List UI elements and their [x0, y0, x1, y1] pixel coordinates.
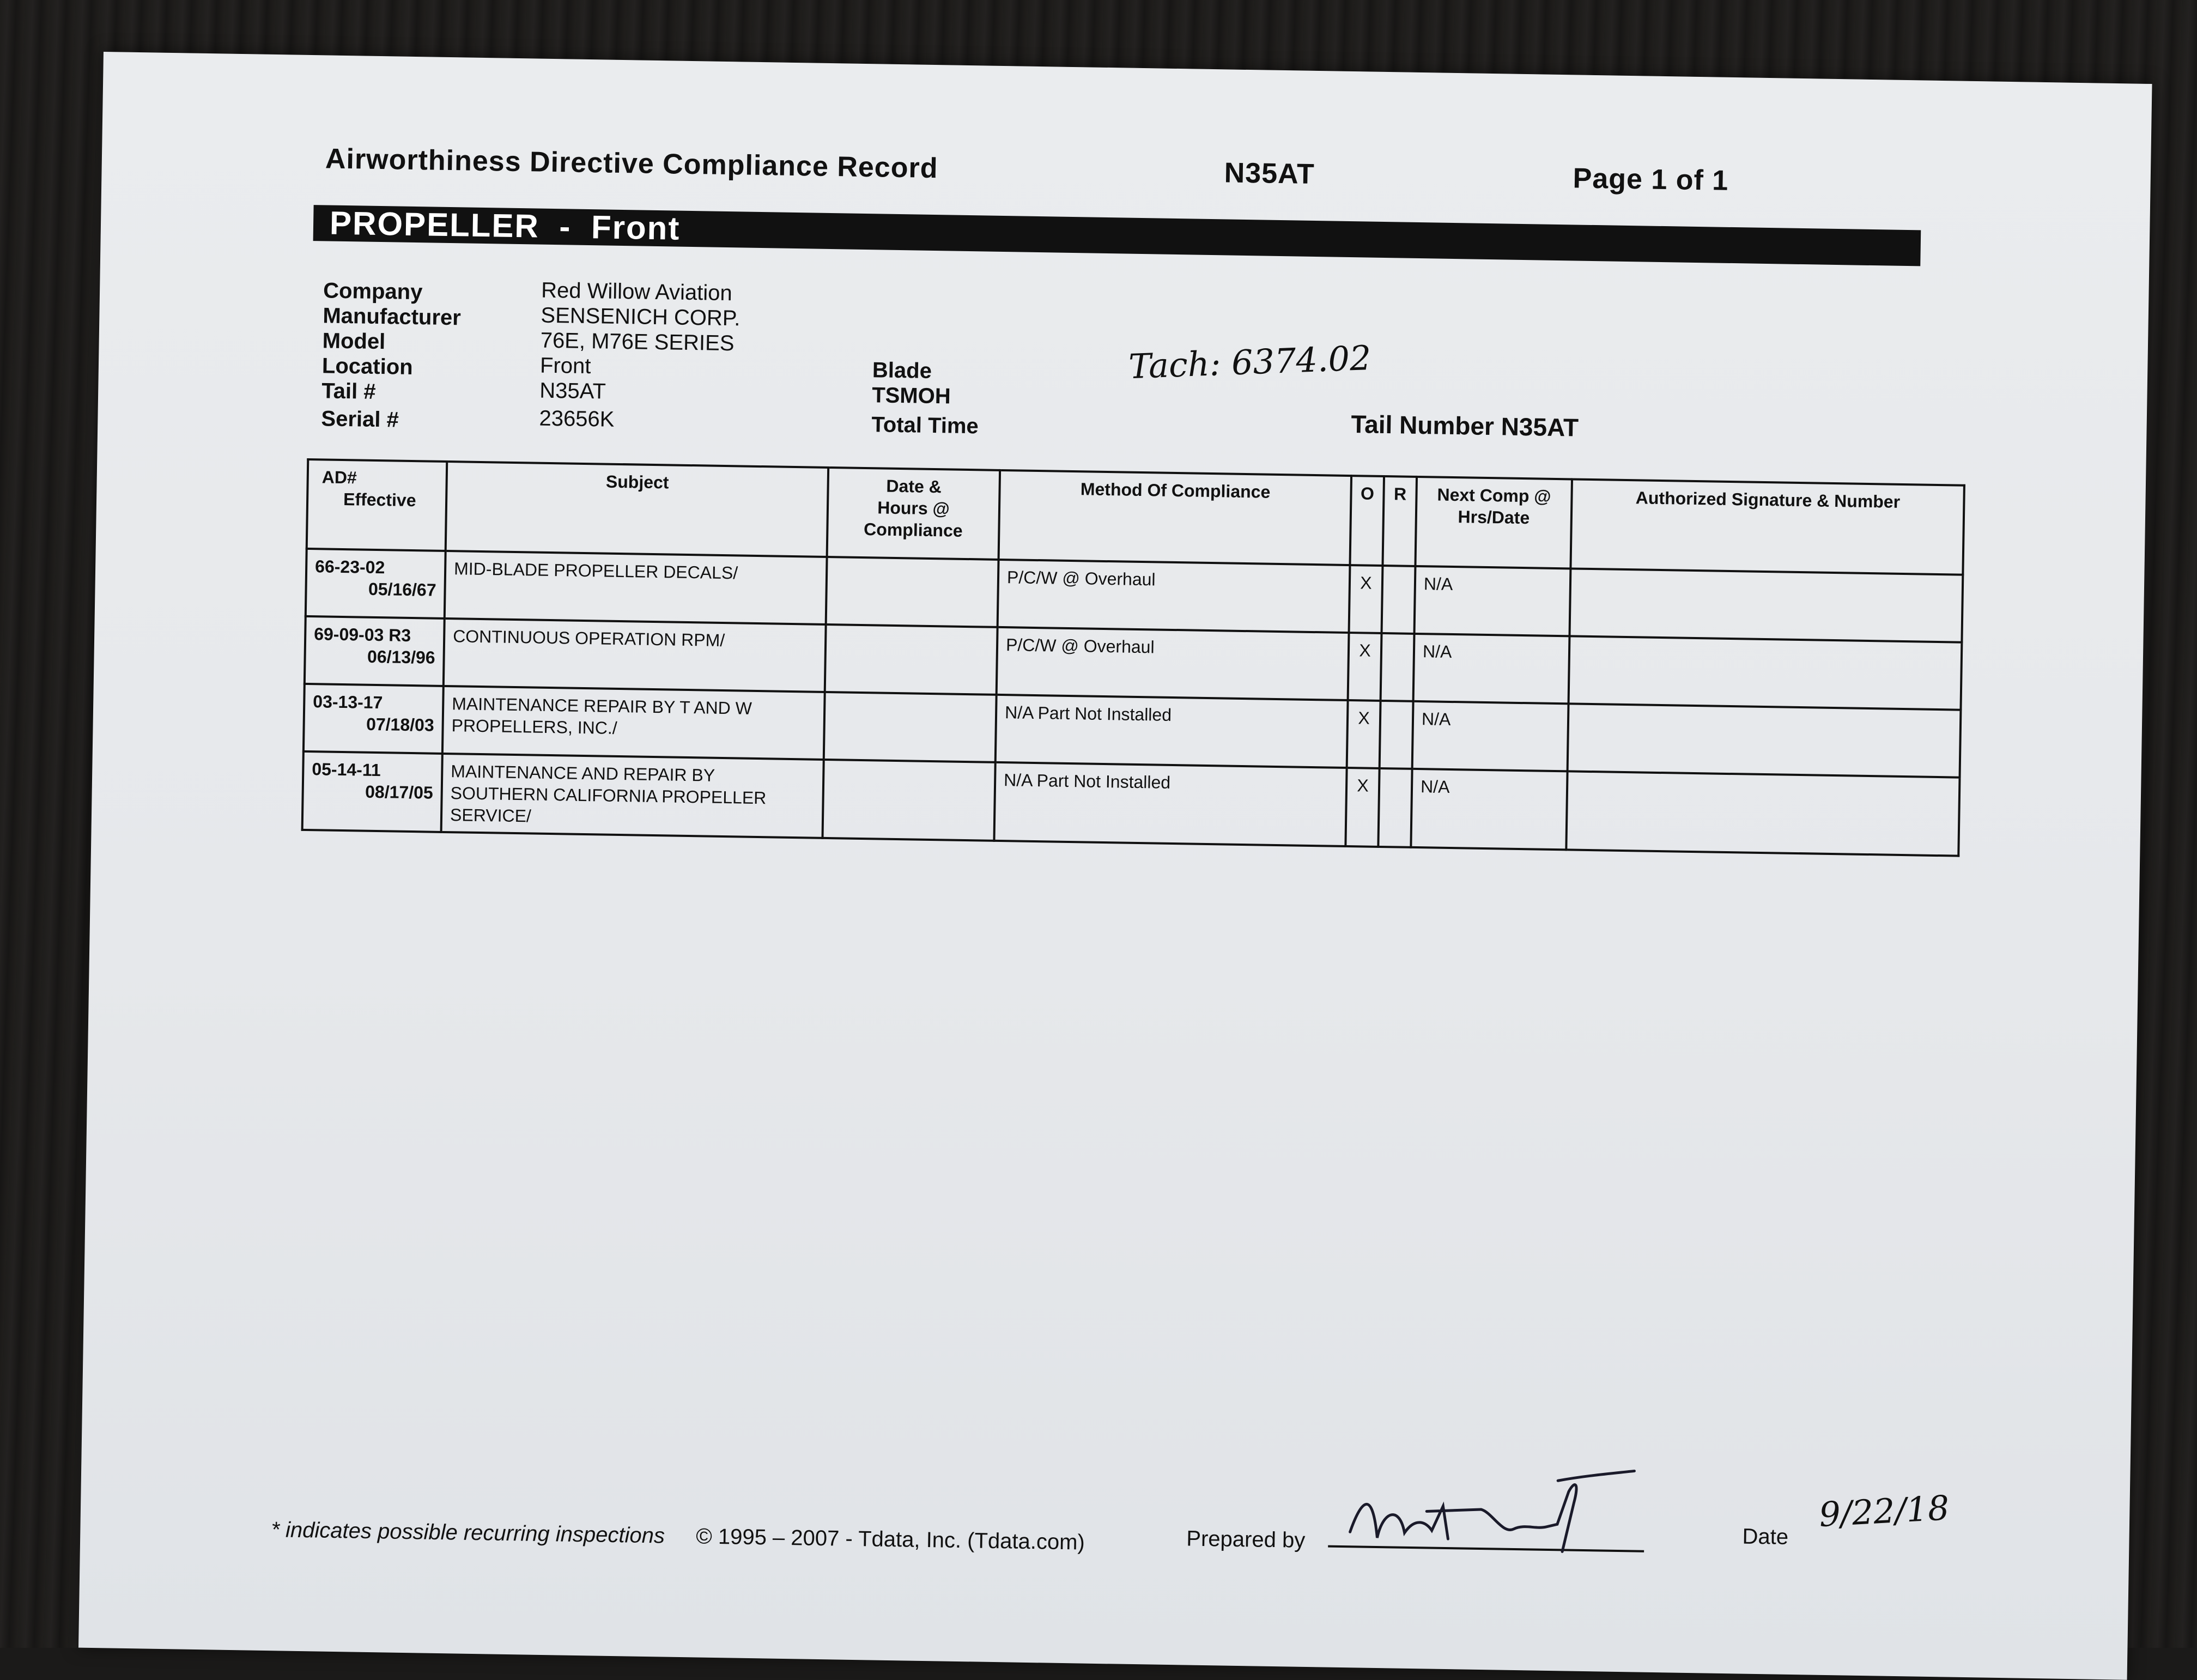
- o-cell: X: [1348, 633, 1382, 701]
- ad-cell: [305, 616, 445, 686]
- document-title: Airworthiness Directive Compliance Record: [325, 143, 938, 185]
- effective-date: 05/16/67: [368, 579, 436, 600]
- prepared-by-label: Prepared by: [1186, 1526, 1306, 1552]
- r-header: R: [1382, 476, 1417, 566]
- method-header: Method Of Compliance: [999, 470, 1351, 565]
- next-comp-cell: N/A: [1413, 634, 1570, 703]
- method-cell: N/A Part Not Installed: [994, 762, 1346, 846]
- company-value: Red Willow Aviation: [541, 278, 733, 306]
- date-hours-cell: [824, 692, 997, 762]
- tail-number-label: Tail Number: [1351, 410, 1495, 441]
- date-label: Date: [1742, 1524, 1789, 1549]
- effective-date: 06/13/96: [367, 646, 435, 668]
- model-label: Model: [322, 329, 386, 354]
- handwritten-tach: Tach: 6374.02: [1128, 337, 1372, 387]
- method-cell: N/A Part Not Installed: [996, 695, 1348, 768]
- effective-date: 07/18/03: [366, 714, 434, 735]
- signature-cell: [1566, 771, 1959, 856]
- tail-number-block: [1351, 409, 1579, 442]
- subject-header: Subject: [446, 462, 828, 557]
- date-hours-header-line1: Date &: [886, 476, 942, 497]
- section-part: PROPELLER: [329, 204, 540, 245]
- signature-header: Authorized Signature & Number: [1570, 479, 1964, 574]
- ad-cell: [306, 549, 446, 618]
- document-page: [78, 52, 2152, 1680]
- signature-cell: [1569, 636, 1962, 709]
- next-comp-cell: N/A: [1411, 769, 1567, 850]
- date-hours-cell: [826, 557, 999, 627]
- blade-label: Blade: [872, 358, 932, 383]
- location-label: Location: [321, 354, 413, 379]
- r-cell: [1382, 566, 1416, 634]
- o-cell: X: [1349, 565, 1383, 633]
- section-title: [329, 204, 681, 247]
- tail-number-value: N35AT: [1501, 412, 1579, 442]
- location-value: Front: [539, 353, 591, 379]
- ad-number: 69-09-03 R3: [313, 624, 411, 645]
- copyright-text: © 1995 – 2007 - Tdata, Inc. (Tdata.com): [695, 1524, 1085, 1555]
- o-header: O: [1350, 476, 1384, 566]
- tail-label: Tail #: [321, 379, 376, 404]
- effective-header: Effective: [343, 489, 416, 511]
- o-cell: X: [1345, 768, 1379, 847]
- manufacturer-label: Manufacturer: [323, 304, 462, 330]
- ad-header: AD#: [321, 467, 357, 488]
- section-separator: -: [559, 208, 572, 245]
- ad-number: 05-14-11: [312, 759, 381, 780]
- r-cell: [1381, 633, 1415, 701]
- ad-compliance-table: [301, 458, 1965, 857]
- manufacturer-value: SENSENICH CORP.: [541, 303, 741, 331]
- signature-cell: [1569, 568, 1963, 642]
- r-cell: [1380, 701, 1413, 769]
- section-title-bar: [313, 205, 1921, 266]
- section-position: Front: [591, 209, 681, 247]
- serial-value: 23656K: [539, 406, 615, 432]
- date-hours-cell: [825, 624, 998, 695]
- date-hours-cell: [822, 760, 995, 841]
- ad-number: 03-13-17: [313, 692, 383, 713]
- ad-effective-header: [307, 459, 447, 551]
- ad-cell: [302, 751, 442, 832]
- date-hours-header-line2: Hours @: [877, 498, 950, 519]
- method-cell: P/C/W @ Overhaul: [997, 627, 1349, 700]
- next-comp-header: [1415, 477, 1572, 568]
- method-cell: P/C/W @ Overhaul: [998, 560, 1350, 633]
- header-tail-number: N35AT: [1224, 157, 1315, 190]
- signature-cell: [1568, 703, 1961, 777]
- total-time-label: Total Time: [871, 413, 979, 439]
- tsmoh-label: TSMOH: [871, 383, 951, 409]
- next-comp-cell: N/A: [1412, 701, 1569, 771]
- subject-cell: MAINTENANCE AND REPAIR BY SOUTHERN CALIFORNIA PROPELLER SERVICE/: [441, 754, 824, 838]
- r-cell: [1378, 768, 1412, 847]
- model-value: 76E, M76E SERIES: [540, 328, 735, 356]
- ad-number: 66-23-02: [314, 556, 385, 578]
- subject-cell: MID-BLADE PROPELLER DECALS/: [445, 551, 827, 624]
- subject-cell: MAINTENANCE REPAIR BY T AND W PROPELLERS, INC./: [442, 686, 825, 760]
- page-indicator: Page 1 of 1: [1573, 162, 1729, 197]
- ad-cell: [304, 684, 444, 754]
- next-comp-cell: N/A: [1415, 566, 1571, 636]
- next-comp-header-line2: Hrs/Date: [1458, 507, 1530, 528]
- company-label: Company: [323, 278, 423, 305]
- tail-value: N35AT: [539, 378, 606, 404]
- date-hours-header: [827, 468, 1000, 560]
- recurring-inspections-note: * indicates possible recurring inspections: [271, 1518, 665, 1548]
- effective-date: 08/17/05: [365, 781, 434, 803]
- next-comp-header-line1: Next Comp @: [1437, 484, 1551, 506]
- date-hours-header-line3: Compliance: [863, 519, 963, 541]
- prepared-by-signature: [1339, 1455, 1646, 1558]
- serial-label: Serial #: [321, 407, 399, 432]
- handwritten-date: 9/22/18: [1818, 1488, 1951, 1535]
- o-cell: X: [1347, 700, 1381, 768]
- subject-cell: CONTINUOUS OPERATION RPM/: [444, 618, 826, 692]
